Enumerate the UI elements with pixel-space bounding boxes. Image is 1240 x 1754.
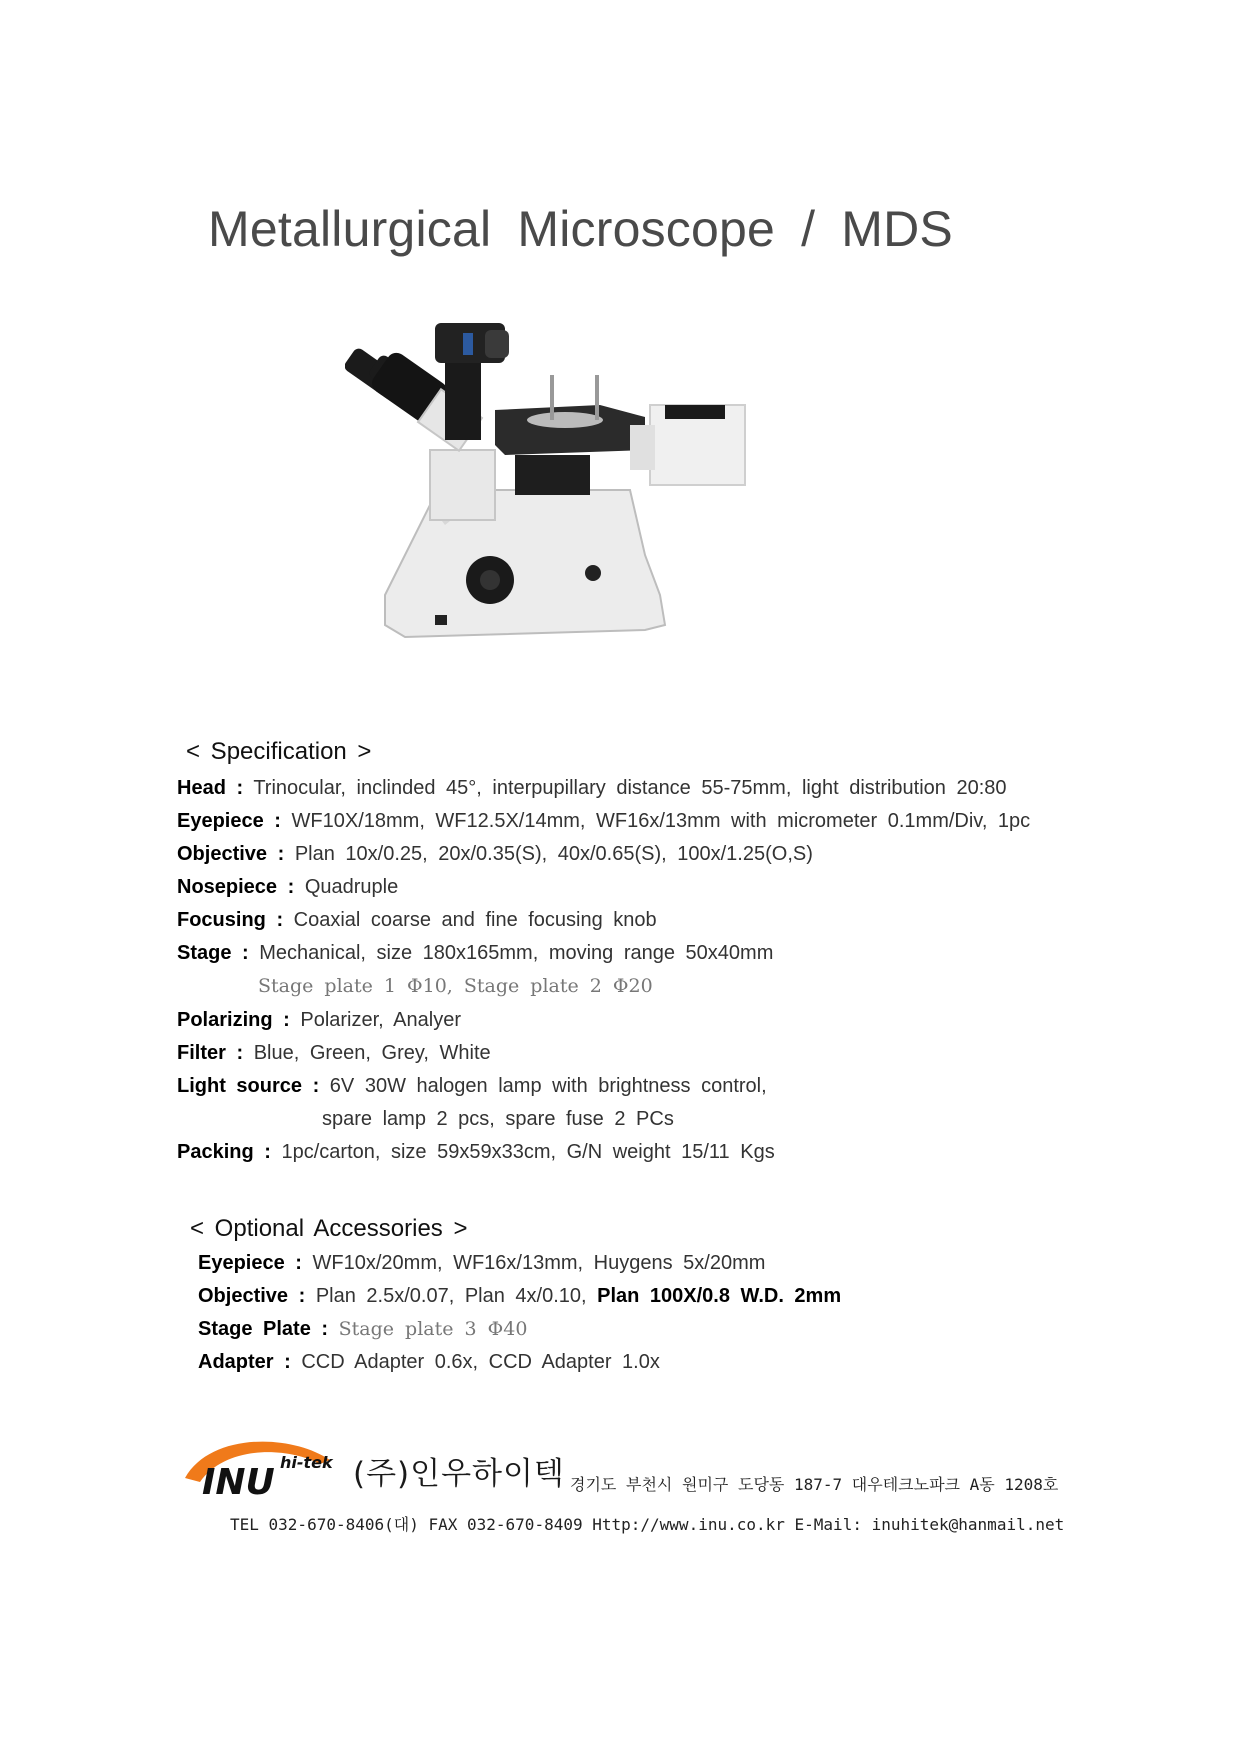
optional-label: Stage Plate : <box>198 1318 329 1340</box>
spec-row <box>177 1042 491 1065</box>
spec-value: 1pc/carton, size 59x59x33cm, G/N weight 15/11 Kgs <box>281 1141 775 1163</box>
optional-row <box>198 1318 527 1341</box>
optional-accessories-heading: < Optional Accessories > <box>190 1215 468 1242</box>
page-title: Metallurgical Microscope / MDS <box>208 201 953 257</box>
microscope-photo <box>345 295 810 675</box>
company-address: 경기도 부천시 원미구 도당동 187-7 대우테크노파크 A동 1208호 <box>570 1475 1059 1494</box>
microscope-stage <box>495 375 645 495</box>
spec-label: Stage : <box>177 942 249 964</box>
spec-value: spare lamp 2 pcs, spare fuse 2 PCs <box>322 1108 674 1130</box>
power-switch <box>435 615 447 625</box>
spec-label: Packing : <box>177 1141 271 1163</box>
specification-heading: < Specification > <box>186 738 372 765</box>
spec-row <box>177 843 813 866</box>
optional-value: WF10x/20mm, WF16x/13mm, Huygens 5x/20mm <box>312 1252 766 1274</box>
spec-label: Head : <box>177 777 244 799</box>
spec-value: Coaxial coarse and fine focusing knob <box>293 909 657 931</box>
spec-label: Filter : <box>177 1042 244 1064</box>
spec-row <box>177 1075 767 1098</box>
microscope-base <box>385 490 665 637</box>
svg-text:INU: INU <box>202 1462 275 1500</box>
optional-value: CCD Adapter 0.6x, CCD Adapter 1.0x <box>301 1351 660 1373</box>
optional-value: Plan 2.5x/0.07, Plan 4x/0.10, <box>315 1285 598 1307</box>
spec-row <box>177 942 773 965</box>
spec-value: WF10X/18mm, WF12.5X/14mm, WF16x/13mm with micrometer 0.1mm/Div, 1pc <box>291 810 1031 832</box>
spec-value: 6V 30W halogen lamp with brightness control, <box>329 1075 767 1097</box>
spec-row <box>177 777 1007 800</box>
spec-value: Polarizer, Analyer <box>300 1009 461 1031</box>
spec-row <box>177 1141 775 1164</box>
spec-value: Blue, Green, Grey, White <box>253 1042 491 1064</box>
optional-label: Objective : <box>198 1285 306 1307</box>
optional-value: Stage plate 3 Φ40 <box>338 1318 528 1340</box>
spec-value: Trinocular, inclinded 45°, interpupillary distance 55-75mm, light distribution 20:80 <box>253 777 1007 799</box>
microscope-arm <box>430 450 495 520</box>
optional-label: Eyepiece : <box>198 1252 302 1274</box>
optional-row <box>198 1252 765 1275</box>
spec-row <box>177 876 398 899</box>
lamp-house <box>630 405 745 485</box>
spec-value: Mechanical, size 180x165mm, moving range 50x40mm <box>259 942 774 964</box>
spec-label: Focusing : <box>177 909 284 931</box>
inu-hitek-logo <box>180 1438 350 1500</box>
spec-value: Quadruple <box>304 876 399 898</box>
spec-value: Plan 10x/0.25, 20x/0.35(S), 40x/0.65(S), 100x/1.25(O,S) <box>294 843 813 865</box>
optional-label: Adapter : <box>198 1351 291 1373</box>
spec-row <box>322 1108 674 1131</box>
optional-highlight: Plan 100X/0.8 W.D. 2mm <box>597 1285 842 1307</box>
spec-row <box>177 1009 461 1032</box>
spec-label: Nosepiece : <box>177 876 295 898</box>
spec-label: Polarizing : <box>177 1009 290 1031</box>
spec-row <box>177 909 657 932</box>
spec-label: Objective : <box>177 843 285 865</box>
spec-label: Eyepiece : <box>177 810 281 832</box>
company-contact: TEL 032-670-8406(대) FAX 032-670-8409 Http://www.inu.co.kr E-Mail: inuhitek@hanmail.net <box>230 1515 1065 1534</box>
spec-value: Stage plate 1 Φ10, Stage plate 2 Φ20 <box>258 975 653 997</box>
brightness-knob <box>585 565 601 581</box>
spec-row <box>177 810 1030 833</box>
spec-label: Light source : <box>177 1075 320 1097</box>
company-name: (주)인우하이텍 <box>353 1456 565 1492</box>
spec-row <box>258 975 653 998</box>
svg-text:hi-tek: hi-tek <box>280 1453 333 1472</box>
optional-row <box>198 1285 841 1308</box>
optional-row <box>198 1351 660 1374</box>
